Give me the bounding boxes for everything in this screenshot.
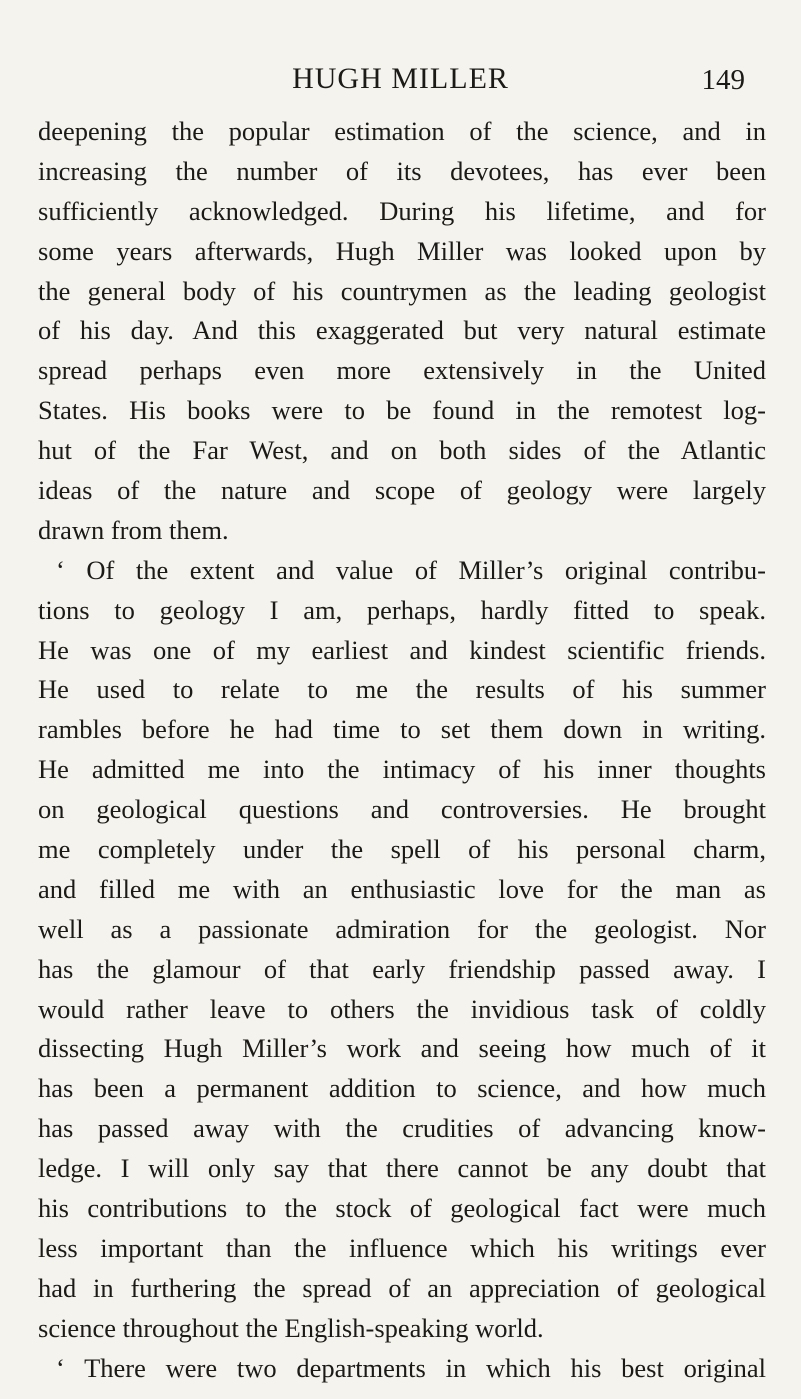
text-line: has the glamour of that early friendship passed away. I bbox=[38, 953, 766, 984]
text-line: would rather leave to others the invidious task of coldly bbox=[38, 993, 766, 1024]
text-line: deepening the popular estimation of the science, and in bbox=[38, 116, 766, 146]
text-line: increasing the number of its devotees, has ever been bbox=[38, 155, 766, 186]
text-line: on geological questions and controversies. He brought bbox=[38, 794, 766, 825]
text-line: tions to geology I am, perhaps, hardly fitted to speak. bbox=[38, 594, 766, 625]
text-line: spread perhaps even more extensively in the United bbox=[38, 355, 766, 386]
text-line: less important than the influence which his writings ever bbox=[38, 1232, 766, 1263]
text-line: dissecting Hugh Miller’s work and seeing how much of it bbox=[38, 1033, 766, 1064]
text-line: well as a passionate admiration for the geologist. Nor bbox=[38, 913, 766, 944]
text-line: sufficiently acknowledged. During his lifetime, and for bbox=[38, 195, 766, 226]
text-line: has passed away with the crudities of advancing know- bbox=[38, 1113, 766, 1144]
text-line: rambles before he had time to set them down in writing. bbox=[38, 714, 766, 745]
text-line: He admitted me into the intimacy of his inner thoughts bbox=[38, 754, 766, 785]
page-header bbox=[0, 60, 801, 104]
page-number: 149 bbox=[701, 64, 745, 96]
text-line: He used to relate to me the results of his summer bbox=[38, 674, 766, 705]
text-line: had in furthering the spread of an appreciation of geological bbox=[38, 1272, 766, 1303]
text-line: has been a permanent addition to science, and how much bbox=[38, 1073, 766, 1104]
text-line: States. His books were to be found in the remotest log- bbox=[38, 395, 766, 426]
text-line: ‘ Of the extent and value of Miller’s original contribu- bbox=[56, 554, 766, 585]
text-line: science throughout the English-speaking world. bbox=[38, 1312, 544, 1343]
text-line: and filled me with an enthusiastic love for the man as bbox=[38, 873, 766, 904]
text-line: ledge. I will only say that there cannot be any doubt that bbox=[38, 1153, 766, 1184]
text-line: hut of the Far West, and on both sides of the Atlantic bbox=[38, 435, 766, 466]
text-line: ‘ There were two departments in which his best original bbox=[56, 1352, 766, 1383]
body-text bbox=[38, 112, 766, 1389]
text-line: of his day. And this exaggerated but very natural estimate bbox=[38, 315, 766, 346]
text-line: ideas of the nature and scope of geology were largely bbox=[38, 475, 766, 506]
text-line: me completely under the spell of his personal charm, bbox=[38, 834, 766, 865]
text-line: some years afterwards, Hugh Miller was looked upon by bbox=[38, 235, 766, 266]
text-line: his contributions to the stock of geological fact were much bbox=[38, 1193, 766, 1224]
text-line: drawn from them. bbox=[38, 514, 229, 545]
running-head: HUGH MILLER bbox=[292, 62, 509, 95]
text-line: the general body of his countrymen as the leading geologist bbox=[38, 275, 766, 306]
text-line: He was one of my earliest and kindest scientific friends. bbox=[38, 634, 766, 665]
